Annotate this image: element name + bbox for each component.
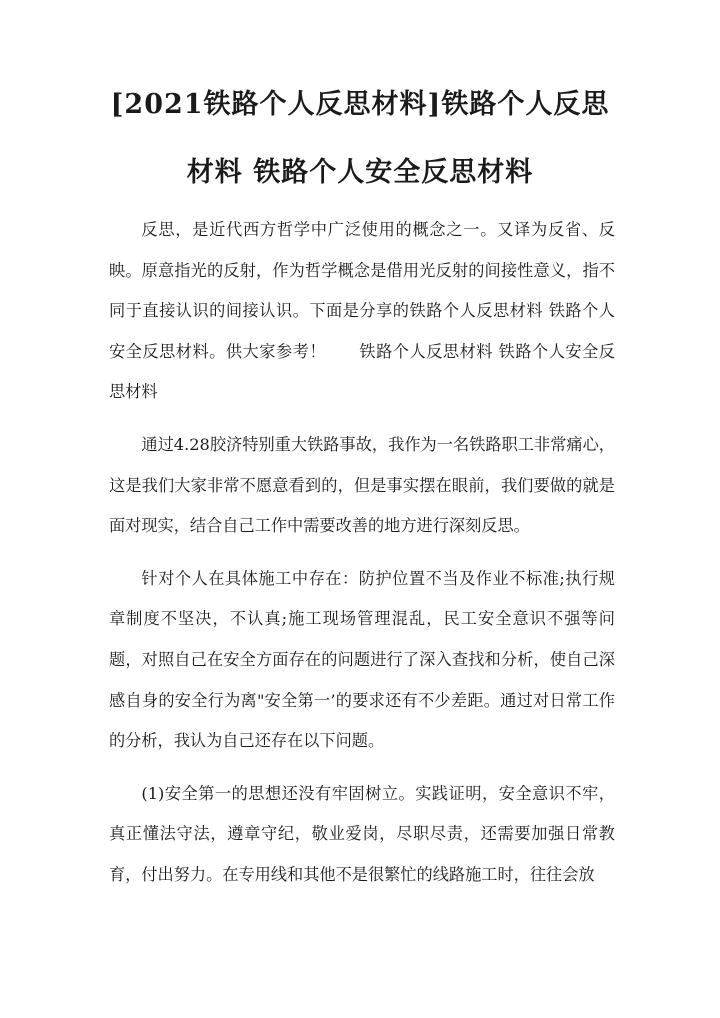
- document-title-line-1: [2021铁路个人反思材料]铁路个人反思: [110, 89, 610, 120]
- paragraph-intro: 反思，是近代西方哲学中广泛使用的概念之一。又译为反省、反映。原意指光的反射，作为哲学概念是借用光反射的间接性意义，指不同于直接认识的间接认识。下面是分享的铁路个人反思材料 铁路个人安全反思材料。供大家参考！ 铁路个人反思材料 铁路个人安全反思材料: [109, 220, 615, 402]
- document-body: [109, 210, 615, 908]
- paragraph-problems: 针对个人在具体施工中存在：防护位置不当及作业不标准;执行规章制度不坚决，不认真;施工现场管理混乱，民工安全意识不强等问题，对照自己在安全方面存在的问题进行了深入查找和分析，使自己深感自身的安全行为离"安全第一’的要求还有不少差距。通过对日常工作的分析，我认为自己还存在以下问题。: [109, 568, 615, 751]
- paragraph-accident: 通过4.28胶济特别重大铁路事故，我作为一名铁路职工非常痛心，这是我们大家非常不愿意看到的，但是事实摆在眼前，我们要做的就是面对现实，结合自己工作中需要改善的地方进行深刻反思。: [109, 434, 615, 536]
- paragraph-point-1: (1)安全第一的思想还没有牢固树立。实践证明，安全意识不牢，真正懂法守法，遵章守纪，敬业爱岗，尽职尽责，还需要加强日常教育，付出努力。在专用线和其他不是很繁忙的线路施工时，往往会放: [109, 783, 615, 884]
- document-title-line-2: 材料 铁路个人安全反思材料: [186, 157, 534, 188]
